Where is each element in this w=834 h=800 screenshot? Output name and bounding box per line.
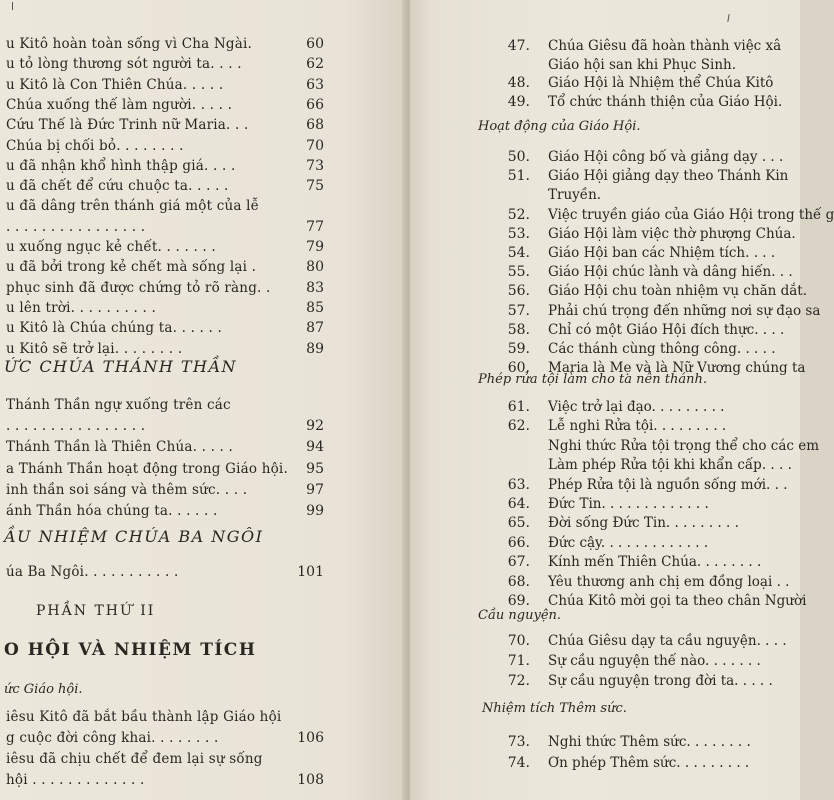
toc-entry-title: u Kitô là Con Thiên Chúa. . . . . [6, 76, 224, 93]
printer-mark [12, 2, 13, 10]
toc-entry-title: iêsu Kitô đã bắt bầu thành lập Giáo hội [6, 709, 282, 725]
toc-entry-title: Truyền. [548, 187, 602, 204]
toc-entry-number: 71. [507, 652, 530, 669]
toc-entry-title: Chúa Giêsu đã hoàn thành việc xâ [548, 38, 782, 54]
toc-page-number: 99 [306, 503, 324, 519]
toc-entry-title: Phép Rửa tội là nguồn sống mới. . . [548, 476, 788, 493]
right-page [410, 0, 834, 800]
toc-entry-number: 61. [507, 399, 530, 415]
toc-entry-title: u đã bởi trong kẻ chết mà sống lại . [6, 259, 257, 276]
toc-page-number: 63 [306, 76, 324, 93]
toc-entry-title: Yêu thương anh chị em đồng loại . . [548, 573, 790, 590]
toc-entry-number: 52. [507, 206, 530, 223]
section-heading: O HỘI VÀ NHIỆM TÍCH [4, 640, 257, 660]
toc-entry-number: 73. [507, 734, 530, 750]
toc-entry-title: Tổ chức thánh thiện của Giáo Hội. [548, 93, 783, 110]
toc-entry-title: u đã dâng trên thánh giá một của lễ [6, 198, 260, 215]
toc-entry-title: Nghi thức Thêm sức. . . . . . . . [548, 734, 751, 750]
toc-page-number: 101 [297, 564, 324, 580]
toc-page-number: 66 [306, 96, 324, 113]
toc-entry-title: Chúa bị chối bỏ. . . . . . . . [6, 137, 184, 154]
section-heading: Nhiệm tích Thêm sức. [482, 701, 627, 716]
toc-entry-title: Đời sống Đức Tin. . . . . . . . . [548, 515, 739, 532]
toc-page-number: 94 [306, 439, 324, 456]
part-title: PHẦN THỨ II [36, 603, 156, 619]
toc-entry-number: 47. [507, 38, 530, 54]
toc-entry-number: 68. [507, 573, 530, 590]
toc-entry-title: Giáo hội san khi Phục Sinh. [548, 56, 737, 73]
section-heading: Cầu nguyện. [478, 608, 562, 623]
toc-page-number: 87 [306, 320, 324, 337]
toc-entry-number: 74. [507, 754, 530, 771]
left-page [0, 0, 406, 800]
toc-entry-title: Giáo Hội làm việc thờ phượng Chúa. [548, 225, 796, 242]
toc-entry-number: 49. [507, 93, 530, 110]
toc-entry-title: úa Ba Ngôi. . . . . . . . . . . [6, 564, 179, 580]
toc-entry-number: 56. [507, 283, 530, 300]
section-heading: Phép rửa tội làm cho ta nên thánh. [478, 372, 707, 387]
toc-entry-number: 51. [507, 168, 530, 185]
toc-entry-number: 64. [507, 496, 530, 512]
section-heading: ỨC CHÚA THÁNH THẦN [4, 357, 238, 376]
toc-entry-title: iêsu đã chịu chết để đem lại sự sống [6, 751, 263, 767]
toc-entry-title: Việc trở lại đạo. . . . . . . . . [548, 399, 725, 415]
toc-page-number: 106 [297, 730, 324, 746]
toc-entry-title: Giáo Hội chúc lành và dâng hiến. . . [548, 264, 793, 281]
toc-page-number: 108 [297, 772, 324, 788]
toc-entry-title: Giáo Hội công bố và giảng dạy . . . [548, 149, 784, 165]
toc-entry-number: 48. [507, 75, 530, 92]
toc-page-number: 70 [306, 137, 324, 154]
toc-entry-number: 63. [507, 476, 530, 493]
toc-page-number: 77 [306, 218, 324, 235]
toc-entry-title: Giáo Hội chu toàn nhiệm vụ chăn dắt. [548, 283, 808, 300]
toc-entry-title: Giáo Hội giảng dạy theo Thánh Kin [548, 168, 789, 185]
toc-entry-title: Giáo Hội ban các Nhiệm tích. . . . [548, 245, 776, 261]
toc-page-number: 80 [306, 259, 324, 276]
toc-page-number: 79 [306, 239, 324, 255]
toc-entry-title: inh thần soi sáng và thêm sức. . . . [6, 481, 248, 498]
toc-page-number: 97 [306, 481, 324, 498]
toc-entry-title: Sự cầu nguyện trong đời ta. . . . . [548, 672, 773, 689]
toc-entry-title: Cứu Thế là Đức Trinh nữ Maria. . . [6, 117, 249, 134]
toc-entry-title: Đức Tin. . . . . . . . . . . . . [548, 496, 709, 512]
toc-entry-title: Chúa Giêsu dạy ta cầu nguyện. . . . [548, 633, 787, 649]
toc-page-number: 75 [306, 178, 324, 195]
toc-entry-title: Các thánh cùng thông công. . . . . [548, 341, 776, 357]
toc-entry-number: 60. [507, 360, 530, 377]
toc-entry-number: 59. [507, 341, 530, 357]
subsection-heading: ức Giáo hội. [4, 682, 83, 697]
toc-entry-title: Maria là Mẹ và là Nữ Vương chúng ta [548, 360, 806, 377]
toc-entry-title: u đã nhận khổ hình thập giá. . . . [6, 157, 236, 174]
toc-entry-title: g cuộc đời công khai. . . . . . . . [6, 730, 219, 746]
toc-entry-number: 53. [507, 225, 530, 242]
toc-entry-number: 55. [507, 264, 530, 281]
toc-entry-title: Giáo Hội là Nhiệm thể Chúa Kitô [548, 75, 774, 92]
toc-page-number: 92 [306, 418, 324, 435]
toc-page-number: 62 [306, 56, 324, 73]
toc-page-number: 60 [306, 36, 324, 52]
toc-entry-title: Chúa xuống thế làm người. . . . . [6, 96, 233, 113]
toc-entry-number: 58. [507, 321, 530, 338]
toc-entry-number: 62. [507, 418, 530, 435]
toc-entry-number: 67. [507, 554, 530, 571]
printer-mark [727, 14, 729, 22]
toc-entry-title: . . . . . . . . . . . . . . . . [6, 218, 146, 235]
toc-entry-number: 50. [507, 149, 530, 165]
toc-entry-title: Kính mến Thiên Chúa. . . . . . . . [548, 554, 762, 571]
toc-entry-number: 54. [507, 245, 530, 261]
toc-entry-number: 70. [507, 633, 530, 649]
toc-entry-title: u Kitô hoàn toàn sống vì Cha Ngài. [6, 36, 253, 52]
toc-entry-title: Lễ nghi Rửa tội. . . . . . . . . [548, 418, 727, 435]
toc-page-number: 73 [306, 157, 324, 174]
toc-page-number: 89 [306, 340, 324, 357]
toc-entry-number: 72. [507, 672, 530, 689]
toc-entry-title: Chúa Kitô mời gọi ta theo chân Người [548, 593, 807, 609]
toc-entry-title: u lên trời. . . . . . . . . . [6, 299, 156, 316]
toc-entry-title: u Kitô sẽ trở lại. . . . . . . . [6, 340, 183, 357]
toc-entry-title: Sự cầu nguyện thế nào. . . . . . . [548, 652, 761, 669]
toc-entry-title: Chỉ có một Giáo Hội đích thực. . . . [548, 321, 785, 338]
toc-entry-number: 69. [507, 593, 530, 609]
toc-entry-number: 57. [507, 302, 530, 319]
toc-entry-title: Việc truyền giáo của Giáo Hội trong thế g [548, 206, 834, 223]
toc-entry-title: u đã chết để cứu chuộc ta. . . . . [6, 178, 229, 195]
section-heading: ẦU NHIỆM CHÚA BA NGÔI [4, 527, 264, 546]
toc-entry-title: Thánh Thần là Thiên Chúa. . . . . [6, 439, 234, 456]
toc-entry-title: Làm phép Rửa tội khi khẩn cấp. . . . [548, 457, 792, 474]
toc-page-number: 95 [306, 460, 324, 477]
toc-entry-title: u tỏ lòng thương sót người ta. . . . [6, 56, 242, 73]
toc-entry-title: . . . . . . . . . . . . . . . . [6, 418, 146, 435]
toc-page-number: 85 [306, 299, 324, 316]
toc-entry-title: Ơn phép Thêm sức. . . . . . . . . [548, 754, 750, 771]
toc-entry-title: Thánh Thần ngự xuống trên các [6, 397, 231, 413]
toc-entry-title: Phải chú trọng đến những nơi sự đạo sa [548, 302, 821, 319]
toc-entry-title: ánh Thần hóa chúng ta. . . . . . [6, 503, 218, 519]
toc-page-number: 83 [306, 279, 324, 296]
section-heading: Hoạt động của Giáo Hội. [478, 119, 641, 134]
toc-entry-title: u xuống ngục kẻ chết. . . . . . . [6, 239, 216, 255]
toc-entry-title: a Thánh Thần hoạt động trong Giáo hội. [6, 460, 288, 477]
toc-page-number: 68 [306, 117, 324, 134]
toc-entry-title: Nghi thức Rửa tội trọng thể cho các em [548, 437, 820, 454]
toc-entry-title: phục sinh đã được chứng tỏ rõ ràng. . [6, 279, 271, 296]
toc-entry-number: 65. [507, 515, 530, 532]
toc-entry-title: hội . . . . . . . . . . . . . [6, 772, 145, 788]
toc-entry-title: u Kitô là Chúa chúng ta. . . . . . [6, 320, 223, 337]
toc-entry-title: Đức cậy. . . . . . . . . . . . . [548, 534, 709, 551]
toc-entry-number: 66. [507, 534, 530, 551]
